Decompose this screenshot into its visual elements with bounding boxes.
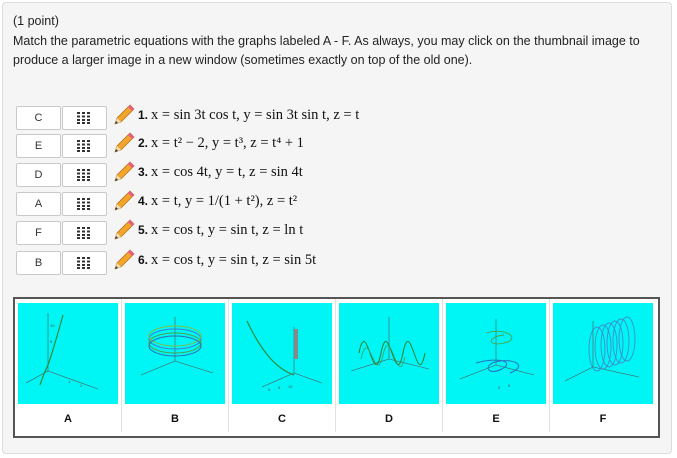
graph-label-a: A xyxy=(64,413,72,425)
equation-formula: x = cos t, y = sin t, z = sin 5t xyxy=(151,252,317,268)
graph-gallery xyxy=(13,297,660,438)
divider xyxy=(335,299,336,432)
graph-label-f: F xyxy=(599,413,607,425)
grid-drag-icon[interactable] xyxy=(62,134,107,158)
equation-number: 1. xyxy=(138,108,149,122)
graph-label-d: D xyxy=(385,413,393,425)
points-label: (1 point) xyxy=(13,14,59,28)
svg-text:5: 5 xyxy=(278,385,281,390)
svg-text:5: 5 xyxy=(508,383,511,388)
grid-drag-icon[interactable] xyxy=(62,221,107,245)
answer-field[interactable]: C xyxy=(16,106,61,130)
equation-formula: x = cos t, y = sin t, z = ln t xyxy=(151,222,304,238)
answer-field[interactable]: E xyxy=(16,134,61,158)
svg-text:10: 10 xyxy=(50,323,55,328)
svg-text:5: 5 xyxy=(50,339,53,344)
svg-text:10: 10 xyxy=(288,384,293,389)
graph-thumbnail-b[interactable] xyxy=(125,303,225,404)
equation-text xyxy=(138,164,303,181)
divider xyxy=(228,299,229,432)
answer-field[interactable]: B xyxy=(16,251,61,275)
svg-text:1: 1 xyxy=(68,379,71,384)
answer-field[interactable]: A xyxy=(16,192,61,216)
equation-text xyxy=(138,107,359,124)
graph-thumbnail-a[interactable] xyxy=(18,303,118,404)
graph-label-c: C xyxy=(278,413,286,425)
divider xyxy=(549,299,550,432)
question-prompt: Match the parametric equations with the graphs labeled A - F. As always, you may click on the thumbnail image to produce a larger image in a new window (sometimes exactly on top of the old one). xyxy=(13,34,640,67)
divider xyxy=(442,299,443,432)
pencil-icon[interactable] xyxy=(112,103,136,132)
equation-formula: x = sin 3t cos t, y = sin 3t sin t, z = t xyxy=(151,107,360,123)
svg-text:0: 0 xyxy=(268,387,271,392)
svg-text:0: 0 xyxy=(498,385,501,390)
graph-label-e: E xyxy=(492,413,500,425)
equation-text xyxy=(138,193,297,210)
equation-formula: x = t² − 2, y = t³, z = t⁴ + 1 xyxy=(151,135,304,151)
pencil-icon[interactable] xyxy=(112,218,136,247)
equation-text xyxy=(138,222,303,239)
equation-number: 3. xyxy=(138,165,149,179)
grid-drag-icon[interactable] xyxy=(62,251,107,275)
pencil-icon[interactable] xyxy=(112,160,136,189)
answer-field[interactable]: F xyxy=(16,221,61,245)
graph-thumbnail-c[interactable] xyxy=(232,303,332,404)
equation-number: 4. xyxy=(138,194,149,208)
equation-text xyxy=(138,252,316,269)
equation-text xyxy=(138,135,304,152)
equation-number: 5. xyxy=(138,223,149,237)
equation-number: 6. xyxy=(138,253,149,267)
graph-thumbnail-f[interactable] xyxy=(553,303,653,404)
graph-label-b: B xyxy=(171,413,179,425)
answer-field[interactable]: D xyxy=(16,163,61,187)
svg-text:2: 2 xyxy=(80,383,83,388)
grid-drag-icon[interactable] xyxy=(62,192,107,216)
divider xyxy=(121,299,122,432)
equation-formula: x = cos 4t, y = t, z = sin 4t xyxy=(151,164,303,180)
equation-formula: x = t, y = 1/(1 + t²), z = t² xyxy=(151,193,298,209)
graph-thumbnail-d[interactable] xyxy=(339,303,439,404)
equation-number: 2. xyxy=(138,136,149,150)
pencil-icon[interactable] xyxy=(112,248,136,277)
grid-drag-icon[interactable] xyxy=(62,106,107,130)
graph-thumbnail-e[interactable] xyxy=(446,303,546,404)
pencil-icon[interactable] xyxy=(112,189,136,218)
grid-drag-icon[interactable] xyxy=(62,163,107,187)
pencil-icon[interactable] xyxy=(112,131,136,160)
